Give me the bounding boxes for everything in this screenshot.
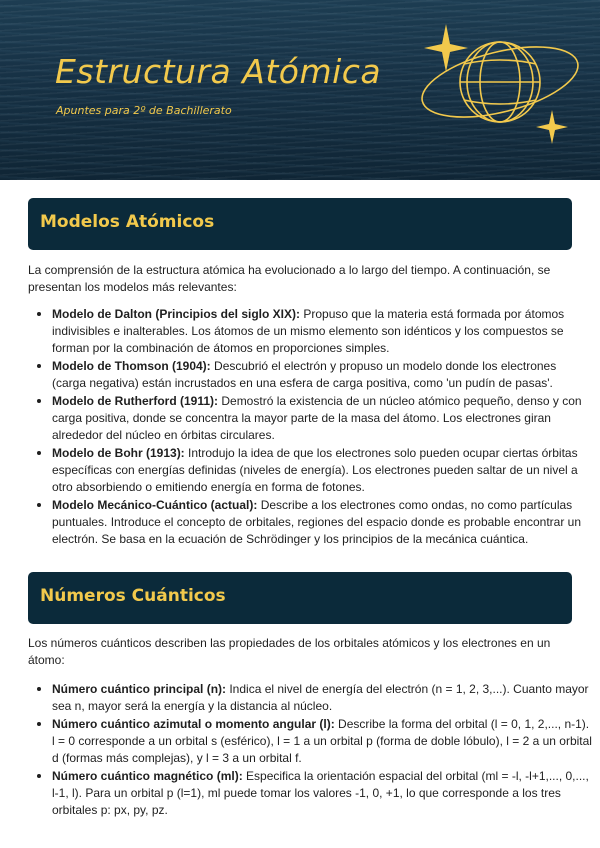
list-item-term: Modelo de Bohr (1913): xyxy=(52,446,185,460)
section-title-models: Modelos Atómicos xyxy=(40,212,215,232)
list-item xyxy=(52,357,592,392)
list-item-text: Describe la forma del orbital (l = 0, 1, 2,..., n-1). l = 0 corresponde a un orbital s (esférico), l = 1 a un orbital p (forma de doble lóbulo), l = 2 a un orbital d (formas más complejas), y l = 3 a un orbital f. xyxy=(52,717,592,765)
list-item xyxy=(52,444,592,496)
list-item-text: Descubrió el electrón y propuso un modelo donde los electrones (carga negativa) están incrustados en una esfera de carga positiva, como 'un pudín de pasas'. xyxy=(52,359,557,390)
list-item-text: Propuso que la materia está formada por átomos indivisibles e inalterables. Los átomos de un mismo elemento son idénticos y los compuestos se forman por la combinación de átomos en proporciones simples. xyxy=(52,307,565,355)
list-item-text: Especifica la orientación espacial del orbital (ml = -l, -l+1,..., 0,..., l-1, l). Para un orbital p (l=1), ml puede tomar los valores -1, 0, +1, lo que corresponde a los tres orbitales p: px, py, pz. xyxy=(52,769,589,817)
list-item-term: Número cuántico magnético (ml): xyxy=(52,769,243,783)
list-item-text: Introdujo la idea de que los electrones solo pueden ocupar ciertas órbitas específicas con energías definidas (niveles de energía). Los electrones pueden saltar de un nivel a otro absorbiendo o emitiendo energía en forma de fotones. xyxy=(52,446,578,494)
quantum-list xyxy=(28,680,592,819)
list-item xyxy=(52,767,592,819)
atom-globe-icon xyxy=(412,20,582,150)
list-item xyxy=(52,680,592,715)
list-item xyxy=(52,305,592,357)
list-item-term: Número cuántico azimutal o momento angular (l): xyxy=(52,717,335,731)
header-banner xyxy=(0,0,600,180)
list-item-text: Demostró la existencia de un núcleo atómico pequeño, denso y con carga positiva, donde se concentra la mayor parte de la masa del átomo. Los electrones giran alrededor del núcleo en órbitas circulares. xyxy=(52,394,582,442)
list-item xyxy=(52,715,592,767)
list-item-term: Modelo Mecánico-Cuántico (actual): xyxy=(52,498,258,512)
list-item-term: Modelo de Dalton (Principios del siglo XIX): xyxy=(52,307,301,321)
list-item-term: Número cuántico principal (n): xyxy=(52,682,227,696)
page-title: Estructura Atómica xyxy=(55,52,382,91)
list-item-text: Indica el nivel de energía del electrón (n = 1, 2, 3,...). Cuanto mayor sea n, mayor será la energía y la distancia al núcleo. xyxy=(52,682,589,713)
models-list xyxy=(28,305,592,548)
list-item-text: Describe a los electrones como ondas, no como partículas puntuales. Introduce el concepto de orbitales, regiones del espacio donde es probable encontrar un electrón. Se basa en la ecuación de Schrödinger y los principios de la mecánica cuántica. xyxy=(52,498,582,546)
list-item xyxy=(52,392,592,444)
section-header-quantum xyxy=(28,572,572,624)
section-title-quantum: Números Cuánticos xyxy=(40,586,226,606)
page-subtitle: Apuntes para 2º de Bachillerato xyxy=(56,104,232,117)
models-intro: La comprensión de la estructura atómica ha evolucionado a lo largo del tiempo. A continuación, se presentan los modelos más relevantes: xyxy=(28,263,551,294)
list-item xyxy=(52,496,592,548)
list-item-term: Modelo de Thomson (1904): xyxy=(52,359,211,373)
list-item-term: Modelo de Rutherford (1911): xyxy=(52,394,219,408)
section-header-models xyxy=(28,198,572,250)
quantum-intro: Los números cuánticos describen las propiedades de los orbitales atómicos y los electrones en un átomo: xyxy=(28,636,551,667)
